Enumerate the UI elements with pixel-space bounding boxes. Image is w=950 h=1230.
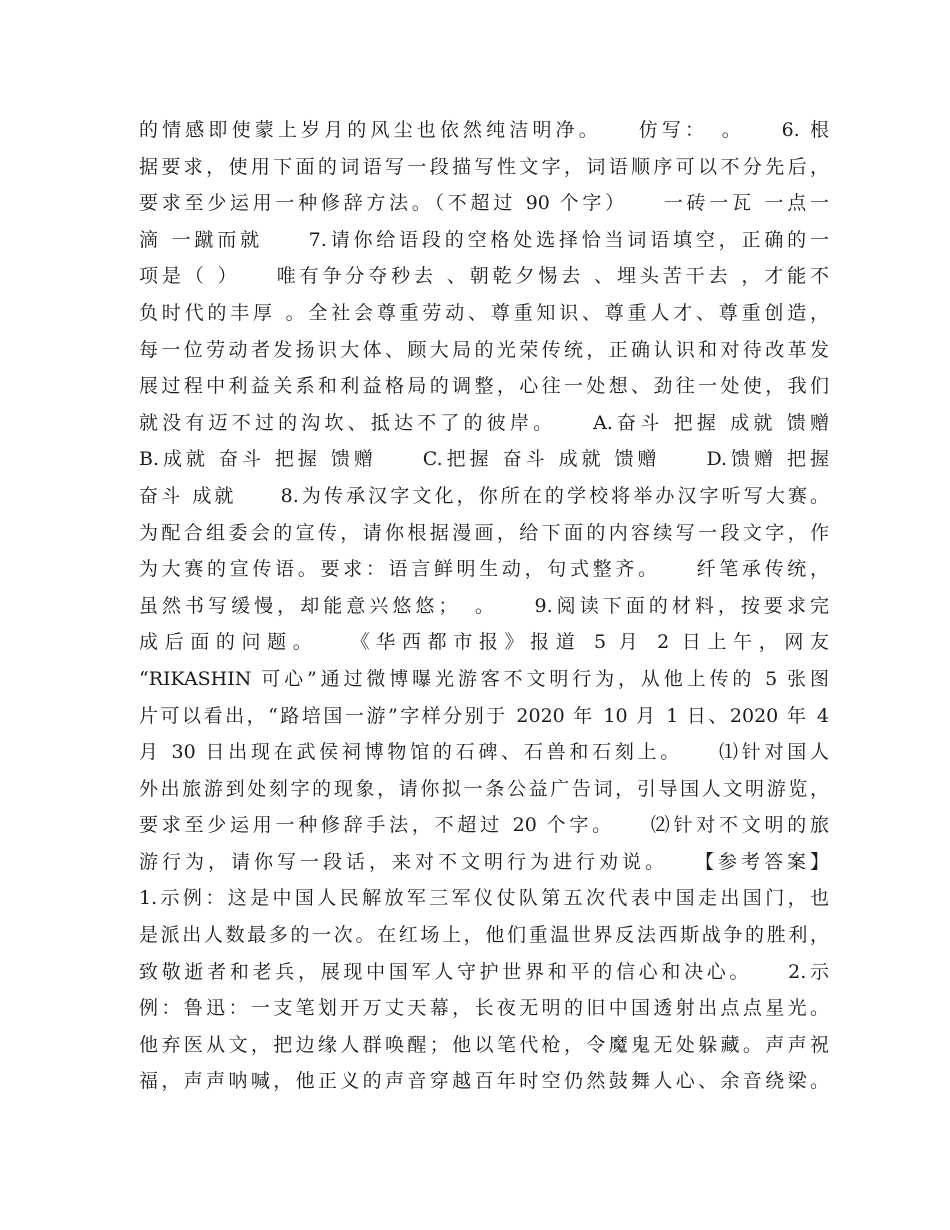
text-line: 福，声声呐喊，他正义的声音穿越百年时空仍然鼓舞人心、余音绕梁。 [139,1070,829,1093]
text-line: 1.示例：这是中国人民解放军三军仪仗队第五次代表中国走出国门，也 [139,887,829,910]
text-line: 是派出人数最多的一次。在红场上，他们重温世界反法西斯战争的胜利， [139,924,829,947]
text-line: 游行为，请你写一段话，来对不文明行为进行劝说。 【参考答案】 [139,850,829,873]
text-line: 的情感即使蒙上岁月的风尘也依然纯洁明净。 仿写： 。 6. 根 [139,119,829,141]
text-line: 负时代的丰厚 。全社会尊重劳动、尊重知识、尊重人才、尊重创造， [139,301,829,324]
text-line: 要求至少运用一种修辞方法。（不超过 90 个字） 一砖一瓦 一点一 [139,192,829,215]
body-text [139,112,829,1100]
text-line: “RIKASHIN 可心”通过微博曝光游客不文明行为，从他上传的 5 张图 [139,667,829,690]
text-line: 虽然书写缓慢，却能意兴悠悠； 。 9.阅读下面的材料，按要求完 [139,594,829,617]
text-line: 滴 一蹴而就 7.请你给语段的空格处选择恰当词语填空，正确的一 [139,228,829,251]
text-line: B.成就 奋斗 把握 馈赠 C.把握 奋斗 成就 馈赠 D.馈赠 把握 [139,448,829,471]
text-line: 外出旅游到处刻字的现象，请你拟一条公益广告词，引导国人文明游览， [139,777,829,800]
text-line: 月 30 日出现在武侯祠博物馆的石碑、石兽和石刻上。 ⑴针对国人 [139,741,829,764]
text-line: 致敬逝者和老兵，展现中国军人守护世界和平的信心和决心。 2.示 [139,960,829,983]
text-line: 每一位劳动者发扬识大体、顾大局的光荣传统，正确认识和对待改革发 [139,338,829,361]
text-line: 奋斗 成就 8.为传承汉字文化，你所在的学校将举办汉字听写大赛。 [139,484,829,507]
text-line: 展过程中利益关系和利益格局的调整，心往一处想、劲往一处使，我们 [139,375,829,398]
text-line: 为大赛的宣传语。要求：语言鲜明生动，句式整齐。 纤笔承传统， [139,558,829,581]
text-line: 成后面的问题。 《华西都市报》报道 5 月 2 日上午，网友 [139,631,829,654]
text-line: 例：鲁迅：一支笔划开万丈天幕，长夜无明的旧中国透射出点点星光。 [139,997,829,1020]
text-line: 项是（ ） 唯有争分夺秒去 、朝乾夕惕去 、埋头苦干去 ，才能不 [139,265,829,288]
text-line: 就没有迈不过的沟坎、抵达不了的彼岸。 A.奋斗 把握 成就 馈赠 [139,411,829,434]
text-line: 要求至少运用一种修辞手法，不超过 20 个字。 ⑵针对不文明的旅 [139,814,829,837]
text-line: 他弃医从文，把边缘人群唤醒；他以笔代枪，令魔鬼无处躲藏。声声祝 [139,1033,829,1056]
text-line: 片可以看出，“路培国一游”字样分别于 2020 年 10 月 1 日、2020 年 4 [139,704,829,727]
text-line: 据要求，使用下面的词语写一段描写性文字，词语顺序可以不分先后， [139,155,829,178]
text-line: 为配合组委会的宣传，请你根据漫画，给下面的内容续写一段文字，作 [139,521,829,544]
